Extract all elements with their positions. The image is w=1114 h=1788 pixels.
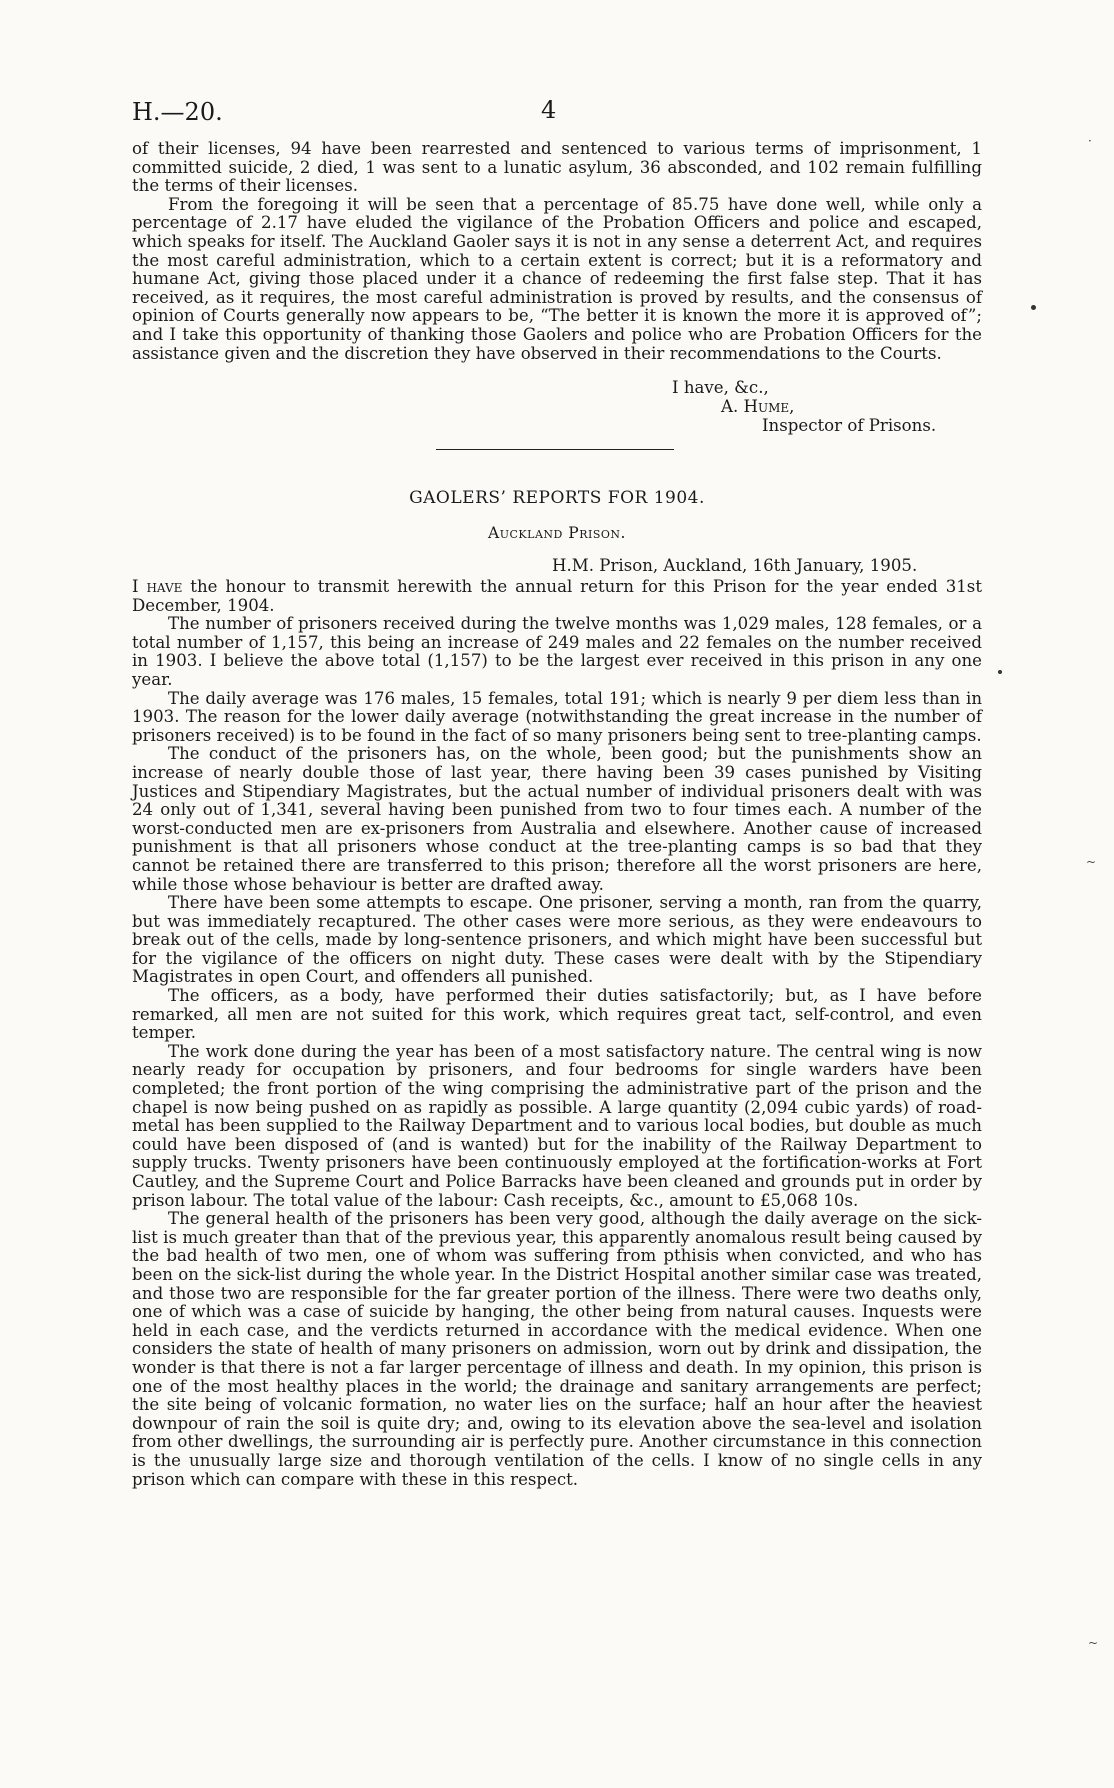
report-paragraph-5: The officers, as a body, have performed their duties satisfactorily; but, as I have before remarked, all men are not suited for this work, which requires great tact, self-control, and even temper. <box>132 986 982 1043</box>
document-code: H.—20. <box>132 98 223 126</box>
page-number: 4 <box>541 96 557 124</box>
report-paragraph-1: The number of prisoners received during the twelve months was 1,029 males, 128 females, or a total number of 1,157, this being an increase of 249 males and 22 females on the number received in 1903. I believe the above total (1,157) to be the largest ever received in this prison in any one year. <box>132 614 982 689</box>
report-opening <box>132 578 982 615</box>
scan-mark: ~ <box>1086 855 1097 869</box>
opening-caps: I have <box>132 577 183 596</box>
intro-paragraph-2: From the foregoing it will be seen that a percentage of 85.75 have done well, while only a percentage of 2.17 have eluded the vigilance of the Probation Officers and police and escaped, which speaks for itself. The Auckland Gaoler says it is not in any sense a deterrent Act, and requires the most careful administration, which to a certain extent is correct; but it is a reformatory and humane Act, giving those placed under it a chance of redeeming the first false step. That it has received, as it requires, the most careful administration is proved by results, and the consensus of opinion of Courts generally now appears to be, “The better it is known the more it is approved of”; and I take this opportunity of thanking those Gaolers and police who are Probation Officers for the assistance given and the discretion they have observed in their recommendations to the Courts. <box>132 194 982 363</box>
section-divider <box>436 449 674 450</box>
report-paragraph-2: The daily average was 176 males, 15 females, total 191; which is nearly 9 per diem less than in 1903. The reason for the lower daily average (notwithstanding the great increase in the number of prisoners received) is to be found in the fact of so many prisoners being sent to tree-planting camps. <box>132 688 982 745</box>
signature-title: Inspector of Prisons. <box>762 416 937 435</box>
report-body <box>132 578 982 1489</box>
intro-paragraph-1: of their licenses, 94 have been rearrested and sentenced to various terms of imprisonment, 1 committed suicide, 2 died, 1 was sent to a lunatic asylum, 36 absconded, and 102 remain fulfilling the terms of their licenses. <box>132 139 982 196</box>
scan-speck <box>998 670 1002 674</box>
report-paragraph-6: The work done during the year has been of a most satisfactory nature. The central wing is now nearly ready for occupation by prisoners, and four bedrooms for single warders have been completed; the front portion of the wing comprising the administrative part of the prison and the chapel is now being pushed on as rapidly as possible. A large quantity (2,094 cubic yards) of road-metal has been supplied to the Railway Department and to various local bodies, but double as much could have been disposed of (and is wanted) but for the inability of the Railway Department to supply trucks. Twenty prisoners have been continuously employed at the fortification-works at Fort Cautley, and the Supreme Court and Police Barracks have been cleaned and grounds put in order by prison labour. The total value of the labour: Cash receipts, &c., amount to £5,068 10s. <box>132 1041 982 1210</box>
scan-mark: ~ <box>1088 1636 1099 1650</box>
report-paragraph-4: There have been some attempts to escape. One prisoner, serving a month, ran from the quarry, but was immediately recaptured. The other cases were more serious, as they were endeavours to break out of the cells, made by long-sentence prisoners, and which might have been successful but for the vigilance of the officers on night duty. These cases were dealt with by the Stipendiary Magistrates in open Court, and offenders all punished. <box>132 893 982 987</box>
opening-rest: the honour to transmit herewith the annual return for this Prison for the year ended 31st December, 1904. <box>132 577 982 615</box>
report-dateline: H.M. Prison, Auckland, 16th January, 1905. <box>552 556 918 575</box>
intro-text <box>132 140 982 363</box>
section-title: GAOLERS’ REPORTS FOR 1904. <box>409 488 705 508</box>
report-paragraph-7: The general health of the prisoners has been very good, although the daily average on the sick-list is much greater than that of the previous year, this apparently anomalous result being caused by the bad health of two men, one of whom was suffering from pthisis when convicted, and who has been on the sick-list during the whole year. In the District Hospital another similar case was treated, and those two are responsible for the far greater portion of the illness. There were two deaths only, one of which was a case of suicide by hanging, the other being from natural causes. Inquests were held in each case, and the verdicts returned in accordance with the medical evidence. When one considers the state of health of many prisoners on admission, worn out by drink and dissipation, the wonder is that there is not a far larger percentage of illness and death. In my opinion, this prison is one of the most healthy places in the world; the drainage and sanitary arrangements are perfect; the site being of volcanic formation, no water lies on the surface; half an hour after the heaviest downpour of rain the soil is quite dry; and, owing to its elevation above the sea-level and isolation from other dwellings, the surrounding air is perfectly pure. Another circumstance in this connection is the unusually large size and thorough ventilation of the cells. I know of no single cells in any prison which can compare with these in this respect. <box>132 1209 982 1489</box>
scan-mark: · <box>1088 134 1092 148</box>
report-paragraph-3: The conduct of the prisoners has, on the whole, been good; but the punishments show an increase of nearly double those of last year, there having been 39 cases punished by Visiting Justices and Stipendiary Magistrates, but the actual number of individual prisoners dealt with was 24 only out of 1,341, several having been punished from two to four times each. A number of the worst-conducted men are ex-prisoners from Australia and elsewhere. Another cause of increased punishment is that all prisoners whose conduct at the tree-planting camps is so bad that they cannot be retained there are transferred to this prison; therefore all the worst prisoners are here, while those whose behaviour is better are drafted away. <box>132 744 982 894</box>
signature-closing: I have, &c., <box>672 378 769 397</box>
signature-name: A. Hume, <box>721 397 795 416</box>
scan-speck <box>1031 305 1036 310</box>
section-subtitle: Auckland Prison. <box>488 524 626 542</box>
